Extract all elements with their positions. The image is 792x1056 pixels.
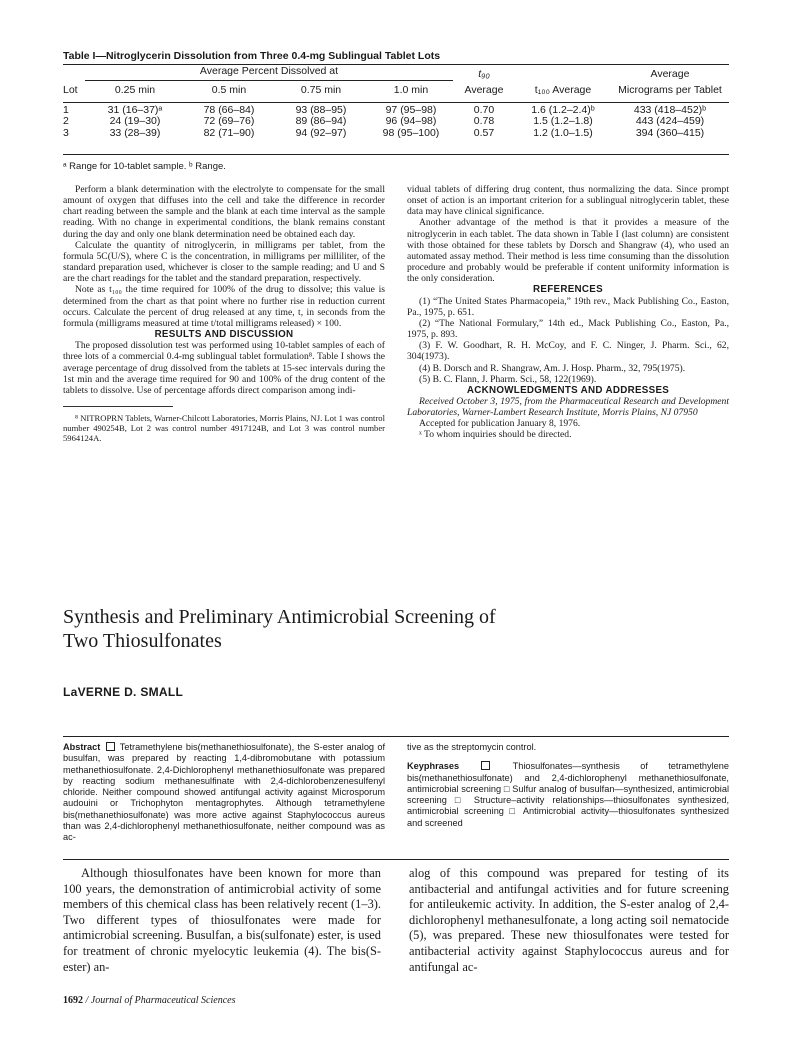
references-heading: REFERENCES <box>533 284 603 296</box>
table-row <box>63 102 729 116</box>
table-cell: 97 (95–98) <box>385 103 437 116</box>
reference-list <box>407 296 729 385</box>
table-cell: 1.2 (1.0–1.5) <box>533 126 593 139</box>
paragraph: Note as t₁₀₀ the time required for 100% of the drug to dissolve; this value is determined from the chart as that point where no further rise in reduction current occurs. Calculate the percent of drug released at any time, t, in seconds from the formula (milligrams measured at time t/total milligrams released) × 100. <box>63 284 385 329</box>
reference-item: (3) F. W. Goodhart, R. H. McCoy, and F. C. Ninger, J. Pharm. Sci., 62, 304(1973). <box>407 340 729 363</box>
dissolution-table <box>63 66 729 139</box>
table-cell: 1.6 (1.2–2.4)ᵇ <box>531 103 595 116</box>
table-cell: 394 (360–415) <box>635 126 705 139</box>
accepted-note: Accepted for publication January 8, 1976. <box>419 418 581 430</box>
footnote-separator <box>63 406 173 407</box>
table-cell: 2 <box>63 115 69 127</box>
received-note: Received October 3, 1975, from the Pharmaceutical Research and Development Laboratories, Warner-Lambert Research Institute, Morris Plains, NJ 07950 <box>407 395 729 419</box>
table-row <box>63 128 729 140</box>
table-cell: 433 (418–452)ᵇ <box>633 103 707 116</box>
table-cell: 0.78 <box>473 115 495 127</box>
reference-item: (1) “The United States Pharmacopeia,” 19th rev., Mack Publishing Co., Easton, Pa., 1975, p. 651. <box>407 295 729 318</box>
table-bottom-rule <box>63 154 729 155</box>
paragraph: vidual tablets of differing drug content, thus normalizing the data. Since prompt onset of action is an important criterion for a sublingual nitroglycerin tablet, these data may have clinical significance. <box>407 184 729 218</box>
reference-item: (2) “The National Formulary,” 14th ed., Mack Publishing Co., Easton, Pa., 1975, p. 893. <box>407 317 729 341</box>
col-t90-line1: t₉₀ <box>478 67 490 80</box>
table-cell: 93 (88–95) <box>295 103 347 116</box>
article-title-line: Two Thiosulfonates <box>63 630 222 652</box>
section-heading: RESULTS AND DISCUSSION <box>154 329 294 341</box>
col-header-075: 0.75 min <box>300 83 342 96</box>
abstract-text: Tetramethylene bis(methanethiosulfonate), the S-ester analog of busulfan, was prepared by reacting 1,4-dibromobutane with potassium methanethiosulfonate. 2,4-Dichlorophenyl methanethiosulfonate was prepared by reacting sodium methanesulfinate with 2,4-dichlorobenzenesulfenyl chloride. Neither compound showed antifungal activity against Microsporum audouini or Trichophyton mentagrophytes. Although tetramethylene bis(methanethiosulfonate) was more active against Staphylococcus aureus than was 2,4-dichlorophenyl methanethiosulfonate, neither compound was as ac- <box>63 742 386 843</box>
table-cell: 3 <box>63 126 69 139</box>
table-cell: 96 (94–98) <box>385 115 437 127</box>
table-cell: 89 (86–94) <box>295 115 347 127</box>
paragraph: Another advantage of the method is that it provides a measure of the nitroglycerin in each tablet. The data shown in Table I (last column) are consistent with those obtained for these tablets by Dorsch and Shangraw (4), who used an automated assay method. Their method is less time consuming than the dissolution procedure and probably would be preferable if content uniformity information is the only consideration. <box>407 217 729 285</box>
table-cell: 82 (71–90) <box>203 126 255 139</box>
article-title <box>63 605 703 653</box>
table-cell: 24 (19–30) <box>109 115 161 127</box>
col-header-t100: t₁₀₀ Average <box>534 83 592 96</box>
journal-name: / Journal of Pharmaceutical Sciences <box>85 995 236 1006</box>
col-avg-line1: Average <box>650 67 690 80</box>
col-avg-line2: Micrograms per Tablet <box>618 83 722 96</box>
col-header-025: 0.25 min <box>114 83 156 96</box>
group-header: Average Percent Dissolved at <box>85 66 453 80</box>
left-column <box>63 184 385 443</box>
reference-item: (5) B. C. Flann, J. Pharm. Sci., 58, 122(1969). <box>419 373 597 385</box>
square-bullet-icon <box>481 761 490 770</box>
table-row <box>63 116 729 128</box>
col-header-10: 1.0 min <box>393 83 429 96</box>
body-left <box>63 866 381 975</box>
body-right <box>409 866 729 975</box>
paragraph: The proposed dissolution test was performed using 10-tablet samples of each of three lots of a commercial 0.4-mg sublingual tablet formulation⁸. Table I shows the average percentage of drug dissolved from the tablets at 15-sec intervals during the 1st min and the average time required for 90 and 100% of the drug content of the tablets to dissolve. Use of percentage affords direct comparison among indi- <box>63 340 385 396</box>
abstract-cont-text: tive as the streptomycin control. <box>407 742 537 752</box>
footnote: ⁸ NITROPRN Tablets, Warner-Chilcott Laboratories, Morris Plains, NJ. Lot 1 was control number 490254B, Lot 2 was control number 4917124B, and Lot 3 was control number 5964124A. <box>63 412 385 443</box>
table-cell: 98 (95–100) <box>382 126 440 139</box>
table-cell: 0.57 <box>473 126 495 139</box>
paragraph: Calculate the quantity of nitroglycerin, in milligrams per tablet, from the formula 5C(U/S), where C is the concentration, in milligrams per milliliter, of the standard preparation used, whichever is closer to the sample reading; and U and S are the chart readings for the tablet and the standard preparation, respectively. <box>63 239 385 285</box>
abstract-label: Abstract <box>63 742 101 752</box>
table-cell: 94 (92–97) <box>295 126 347 139</box>
reference-item: (4) B. Dorsch and R. Shangraw, Am. J. Hosp. Pharm., 32, 795(1975). <box>419 362 686 374</box>
table-title: Table I—Nitroglycerin Dissolution from Three 0.4-mg Sublingual Tablet Lots <box>63 50 441 62</box>
article-authors: LaVERNE D. SMALL <box>63 685 184 699</box>
table-top-rule <box>63 64 729 65</box>
col-t90-line2: Average <box>464 83 504 96</box>
body-paragraph: alog of this compound was prepared for testing of its antibacterial and antifungal activities and for future screening for antileukemic activity. In addition, the S-ester analog of 2,4-dichlorophenyl methanesulfonate, a long acting soil nematocide (5), was prepared. These new thiosulfonates were tested for antibacterial activity against Staphylococcus aureus and for antifungal ac- <box>409 866 729 974</box>
table-cell: 0.70 <box>473 103 495 116</box>
body-paragraph: Although thiosulfonates have been known for more than 100 years, the demonstration of antimicrobial activity of some members of this chemical class has been relatively recent (1–3). Two different types of thiosulfonates were made for antimicrobial screening. Busulfan, a bis(sulfonate) ester, is used for treatment of chronic myelocytic leukemia (4). The bis(S-ester) an- <box>63 866 381 974</box>
table-cell: 1 <box>63 103 69 116</box>
keyphrases-text: Thiosulfonates—synthesis of tetramethylene bis(methanethiosulfonate) and 2,4-dichlorophenyl methanethiosulfonate, antimicrobial screening □ Sulfur analog of busulfan—synthesized, antimicrobial screening □ Structure–activity relationships—thiosulfonates synthesized, antimicrobial screening □ Antimicrobial activity—thiosulfonates synthesized and screened <box>407 761 730 828</box>
correspondence-note: ˣ To whom inquiries should be directed. <box>419 429 572 441</box>
col-header-05: 0.5 min <box>211 83 247 96</box>
table-cell: 72 (69–76) <box>203 115 255 127</box>
square-bullet-icon <box>106 742 115 751</box>
acknowledgments-heading: ACKNOWLEDGMENTS AND ADDRESSES <box>466 384 670 396</box>
page-number: 1692 <box>63 995 83 1006</box>
abstract-continued <box>407 742 729 829</box>
abstract-box <box>63 736 729 860</box>
table-cell: 443 (424–459) <box>635 115 705 127</box>
table-footnote: ᵃ Range for 10-tablet sample. ᵇ Range. <box>63 161 226 172</box>
keyphrases-label: Keyphrases <box>407 761 460 772</box>
table-cell: 31 (16–37)ᵃ <box>107 103 163 116</box>
page-footer <box>63 995 235 1006</box>
paragraph: Perform a blank determination with the electrolyte to compensate for the small amount of oxygen that diffuses into the cell and take the difference in recorder chart reading between the sample and the blank at each time interval as the sample reading. With no change in experimental conditions, the blank remains constant during the day and only one blank determination need be obtained each day. <box>63 184 385 240</box>
keyphrases <box>407 761 729 829</box>
table-cell: 33 (28–39) <box>109 126 161 139</box>
col-header-lot: Lot <box>63 83 78 96</box>
table-cell: 1.5 (1.2–1.8) <box>533 115 593 127</box>
right-column <box>407 184 729 441</box>
table-cell: 78 (66–84) <box>203 103 255 116</box>
abstract <box>63 742 385 844</box>
article-title-line: Synthesis and Preliminary Antimicrobial Screening of <box>63 606 496 628</box>
